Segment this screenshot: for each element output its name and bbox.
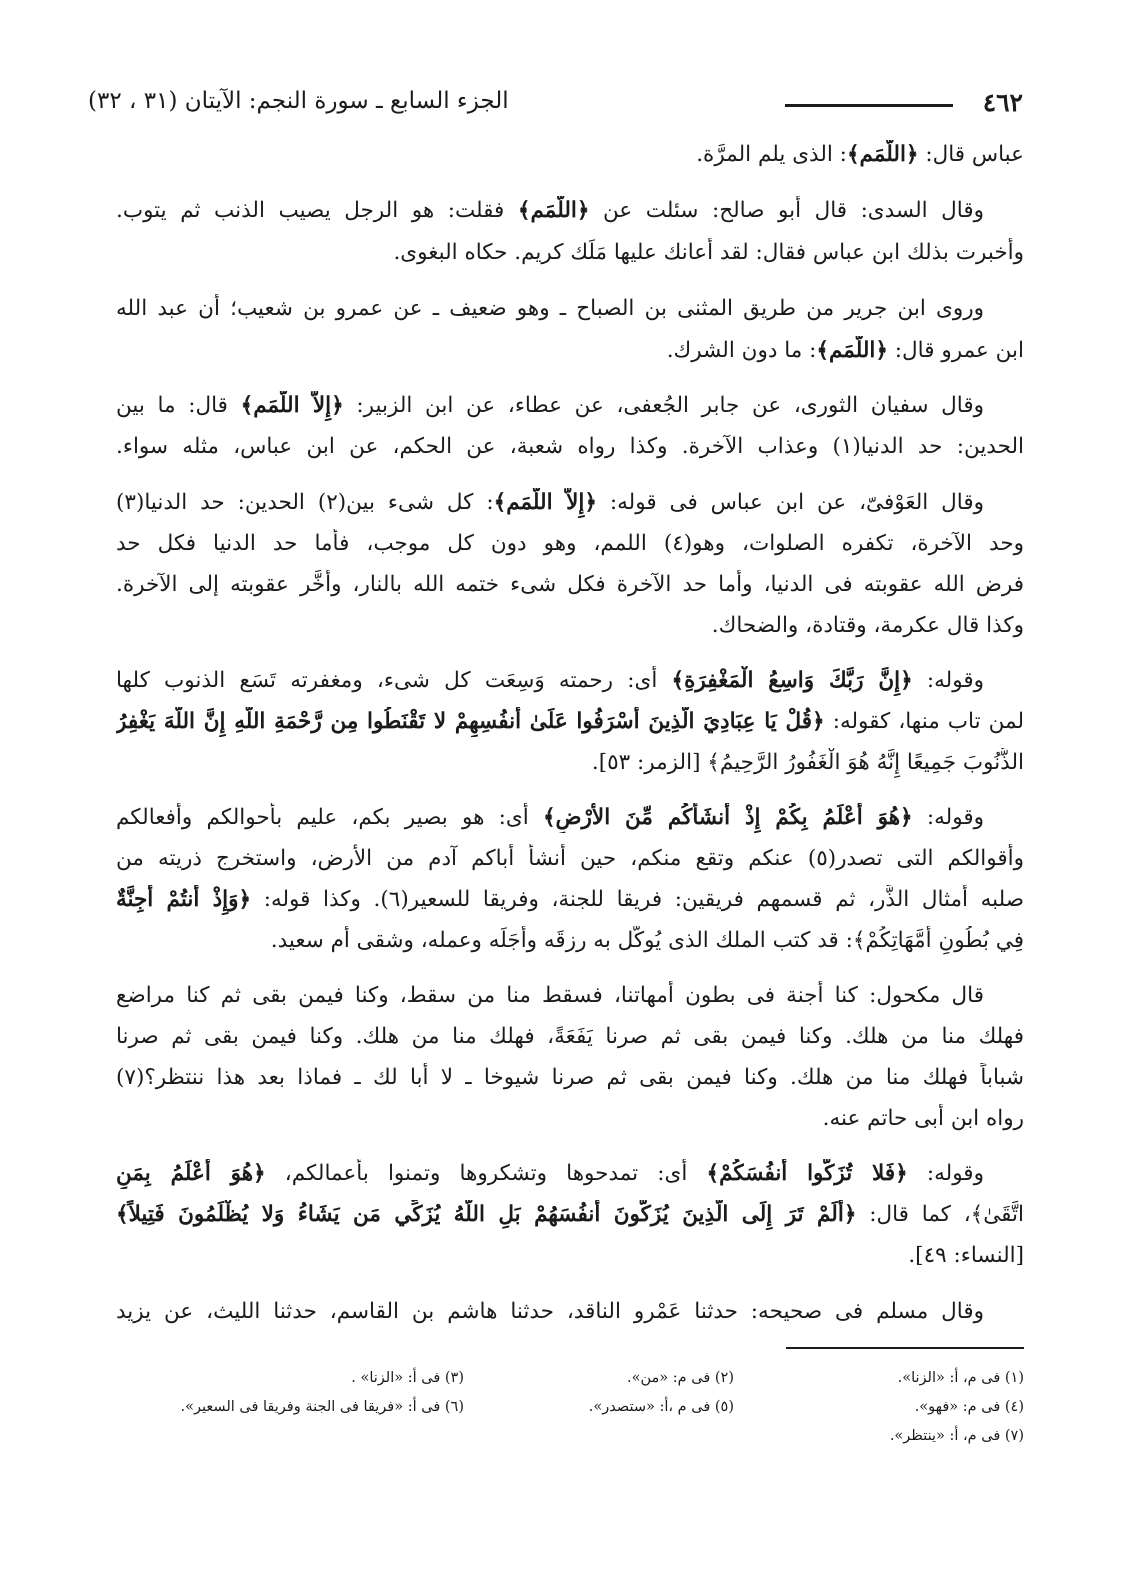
quran-quote: ﴿فَلا تُزَكُّوا أَنفُسَكُمْ﴾: [706, 1161, 908, 1186]
text-line: وقوله: ﴿هُوَ أَعْلَمُ بِكُمْ إِذْ أَنشَأَكُم مِّنَ الأَرْضِ﴾ أى: هو بصير بكم، عليم بأحوالكم وأفعالكم: [116, 805, 984, 830]
quran-quote: ﴿اللَّمَم﴾: [517, 198, 590, 223]
text-line: الحدين: حد الدنيا(١) وعذاب الآخرة. وكذا رواه شعبة، عن الحكم، عن ابن عباس، مثله سواء.: [116, 434, 1024, 459]
text-line: فرض الله عقوبته فى الدنيا، وأما حد الآخرة فكل شىء ختمه الله بالنار، وأخَّر عقوبته إلى الآخرة.: [116, 572, 1024, 597]
footnote: (٣) فى أ: «الزنا» .: [351, 1370, 464, 1386]
text-line: شباباً فهلك منا من هلك. وكنا فيمن بقى ثم صرنا شيوخا ـ لا أبا لك ـ فماذا بعد هذا ننتظر؟(٧): [116, 1065, 1024, 1090]
text-line: وروى ابن جرير من طريق المثنى بن الصباح ـ وهو ضعيف ـ عن عمرو بن شعيب؛ أن عبد الله: [116, 296, 984, 321]
page-number: ٤٦٢: [982, 88, 1023, 117]
quran-quote: ﴿إِلاَّ اللَّمَم﴾: [240, 393, 344, 418]
quran-quote: ﴿قُلْ يَا عِبَادِيَ الَّذِينَ أَسْرَفُوا عَلَىٰ أَنفُسِهِمْ لا تَقْنَطُوا مِن رَّحْمَةِ اللَّهِ إِنَّ اللَّهَ يَغْفِرُ: [116, 709, 825, 734]
text-line: لمن تاب منها، كقوله: ﴿قُلْ يَا عِبَادِيَ الَّذِينَ أَسْرَفُوا عَلَىٰ أَنفُسِهِمْ لا تَقْنَطُوا مِن رَّحْمَةِ اللَّهِ إِنَّ اللَّهَ يَغْفِرُ: [116, 709, 1024, 734]
footnote: (٤) فى م: «فهو».: [914, 1399, 1024, 1415]
quran-quote: ﴿اللَّمَم﴾: [816, 338, 888, 363]
text-line: وقال سفيان الثورى، عن جابر الجُعفى، عن عطاء، عن ابن الزبير: ﴿إِلاَّ اللَّمَم﴾ قال: ما بين: [116, 393, 984, 418]
text-line: وحد الآخرة، تكفره الصلوات، وهو(٤) اللمم، وهو دون كل موجب، فأما حد الدنيا فكل حد: [116, 531, 1024, 556]
quran-quote: ﴿وَإِذْ أَنتُمْ أَجِنَّةٌ: [116, 887, 252, 912]
text-line: وأقوالكم التى تصدر(٥) عنكم وتقع منكم، حين أنشأ أباكم آدم من الأرض، واستخرج ذريته من: [116, 846, 1024, 871]
quran-quote: ﴿أَلَمْ تَرَ إِلَى الَّذِينَ يُزَكُّونَ أَنفُسَهُمْ بَلِ اللَّهُ يُزَكِّي مَن يَشَاءُ وَلا يُظْلَمُونَ فَتِيلاً﴾: [116, 1202, 857, 1227]
text-line: وقال العَوْفىّ، عن ابن عباس فى قوله: ﴿إِلاَّ اللَّمَم﴾: كل شىء بين(٢) الحدين: حد الدنيا(٣): [116, 490, 984, 515]
quran-quote: ﴿هُوَ أَعْلَمُ بِكُمْ إِذْ أَنشَأَكُم مِّنَ الأَرْضِ﴾: [542, 805, 913, 830]
text-line: وكذا قال عكرمة، وقتادة، والضحاك.: [711, 613, 1024, 638]
footnote: (٧) فى م، أ: «ينتظر».: [889, 1428, 1024, 1444]
text-line: وأخبرت بذلك ابن عباس فقال: لقد أعانك عليها مَلَك كريم. حكاه البغوى.: [393, 240, 1024, 265]
footnote-row: [116, 1424, 1024, 1448]
footnote-row: [116, 1395, 1024, 1419]
text-line: [النساء: ٤٩].: [908, 1243, 1024, 1268]
footnote: (٥) فى م ،أ: «ستصدر».: [588, 1399, 734, 1415]
quran-quote: ﴿هُوَ أَعْلَمُ بِمَنِ: [116, 1161, 266, 1186]
quran-quote: ﴿إِنَّ رَبَّكَ وَاسِعُ الْمَغْفِرَةِ﴾: [671, 668, 913, 693]
text-line: عباس قال: ﴿اللَّمَم﴾: الذى يلم المرَّة.: [696, 142, 1024, 167]
text-line: صلبه أمثال الذَّر، ثم قسمهم فريقين: فريقا للجنة، وفريقا للسعير(٦). وكذا قوله: ﴿وَإِذْ أَنتُمْ أَجِنَّةٌ: [116, 887, 1024, 912]
running-title: الجزء السابع ـ سورة النجم: الآيتان (٣١ ، ٣٢): [88, 88, 509, 114]
footnote: (٦) فى أ: «فريقا فى الجنة وفريقا فى السعير».: [180, 1399, 464, 1415]
footnote: (١) فى م، أ: «الزنا».: [897, 1370, 1024, 1386]
text-line: قال مكحول: كنا أجنة فى بطون أمهاتنا، فسقط منا من سقط، وكنا فيمن بقى ثم كنا مراضع: [116, 983, 984, 1008]
text-line: ابن عمرو قال: ﴿اللَّمَم﴾: ما دون الشرك.: [666, 338, 1024, 363]
footnote-row: [116, 1366, 1024, 1390]
text-line: رواه ابن أبى حاتم عنه.: [822, 1106, 1024, 1131]
text-line: وقال مسلم فى صحيحه: حدثنا عَمْرو الناقد، حدثنا هاشم بن القاسم، حدثنا الليث، عن يزيد: [116, 1299, 984, 1324]
text-line: فِي بُطُونِ أُمَّهَاتِكُمْ﴾: قد كتب الملك الذى يُوكَّل به رزقَه وأجَلَه وعمله، وشقى أم سعيد.: [270, 928, 1024, 953]
text-line: وقوله: ﴿إِنَّ رَبَّكَ وَاسِعُ الْمَغْفِرَةِ﴾ أى: رحمته وَسِعَت كل شىء، ومغفرته تَسَع الذنوب كلها: [116, 668, 984, 693]
text-line: اتَّقَىٰ﴾، كما قال: ﴿أَلَمْ تَرَ إِلَى الَّذِينَ يُزَكُّونَ أَنفُسَهُمْ بَلِ اللَّهُ يُزَكِّي مَن يَشَاءُ وَلا يُظْلَمُونَ فَتِيلاً﴾: [116, 1202, 1024, 1227]
text-line: وقال السدى: قال أبو صالح: سئلت عن ﴿اللَّمَم﴾ فقلت: هو الرجل يصيب الذنب ثم يتوب.: [116, 198, 984, 223]
text-line: فهلك منا من هلك. وكنا فيمن بقى ثم صرنا يَفَعَةً، فهلك منا من هلك. وكنا فيمن بقى ثم صرنا: [116, 1024, 1024, 1049]
quran-quote: ﴿إِلاَّ اللَّمَم﴾: [493, 490, 597, 515]
text-line: وقوله: ﴿فَلا تُزَكُّوا أَنفُسَكُمْ﴾ أى: تمدحوها وتشكروها وتمنوا بأعمالكم، ﴿هُوَ أَعْلَمُ بِمَنِ: [116, 1161, 984, 1186]
footnote: (٢) فى م: «من».: [627, 1370, 734, 1386]
text-line: الذُّنُوبَ جَمِيعًا إِنَّهُ هُوَ الْغَفُورُ الرَّحِيمُ﴾ [الزمر: ٥٣].: [591, 750, 1024, 775]
footnote-rule: [786, 1347, 1024, 1349]
quran-quote: ﴿اللَّمَم﴾: [846, 142, 919, 167]
